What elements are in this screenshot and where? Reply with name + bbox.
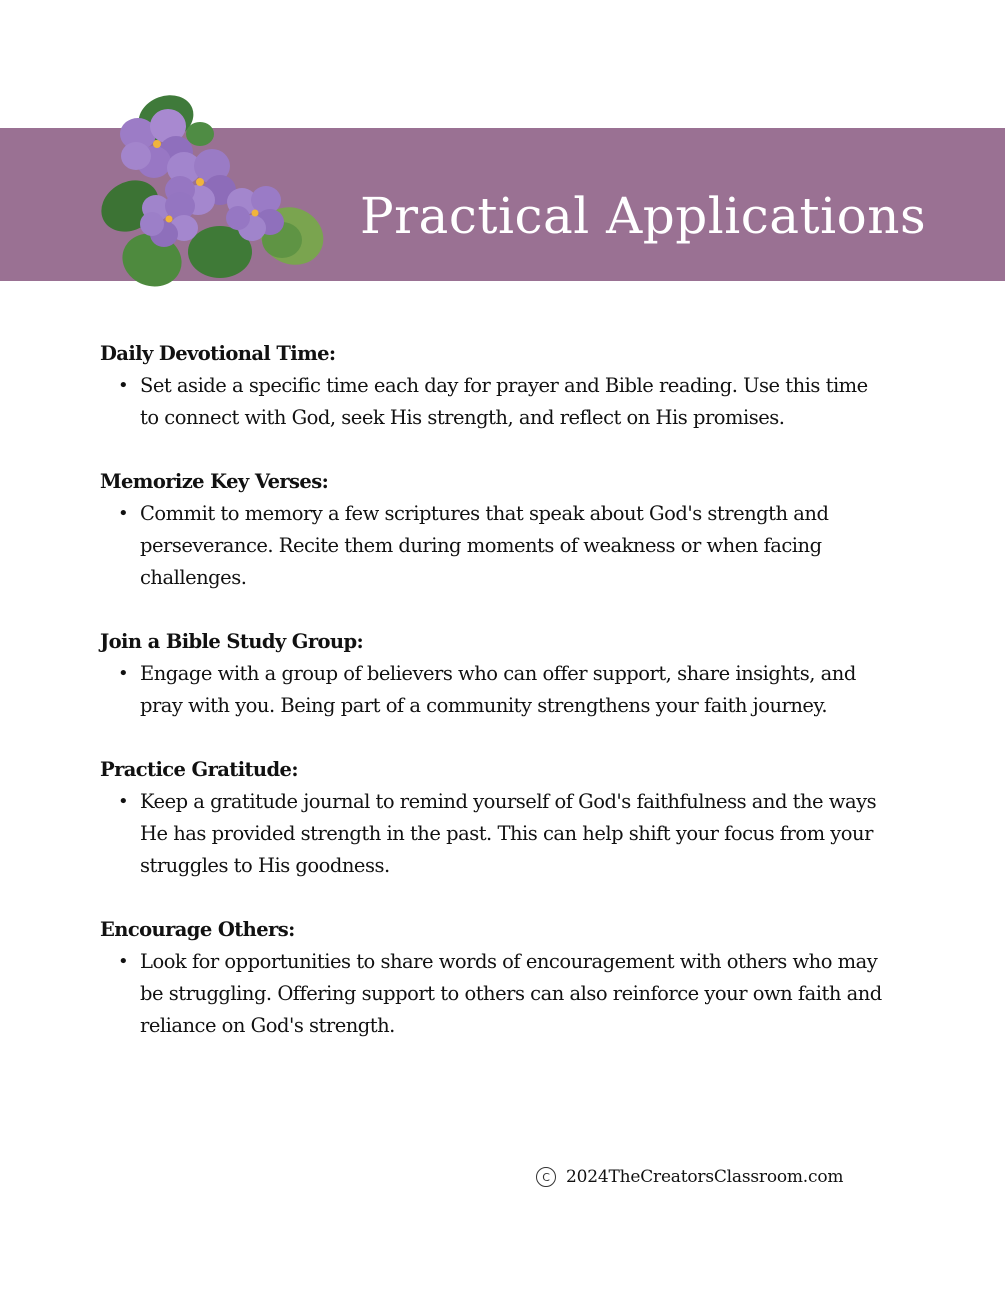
bullet-icon: • <box>118 951 129 972</box>
bullet-icon: • <box>118 375 129 396</box>
bullet-icon: • <box>118 503 129 524</box>
applications-list <box>100 338 890 1074</box>
bullet-icon: • <box>118 791 129 812</box>
copyright-icon: C <box>536 1167 556 1187</box>
page-title: Practical Applications <box>360 187 927 245</box>
section-daily-devotional <box>100 338 890 434</box>
section-practice-gratitude <box>100 754 890 882</box>
bullet-list <box>100 946 890 1042</box>
section-heading: Daily Devotional Time: <box>100 342 336 365</box>
bullet-item <box>118 658 890 722</box>
section-memorize-verses <box>100 466 890 594</box>
section-encourage-others <box>100 914 890 1042</box>
bullet-list <box>100 658 890 722</box>
bullet-text: Set aside a specific time each day for prayer and Bible reading. Use this time to connect with God, seek His strength, and reflect on His promises. <box>140 374 868 429</box>
bullet-text: Keep a gratitude journal to remind yourself of God's faithfulness and the ways He has provided strength in the past. This can help shift your focus from your struggles to His goodness. <box>140 790 877 877</box>
section-heading: Join a Bible Study Group: <box>100 630 364 653</box>
violet-flower-illustration <box>96 90 332 296</box>
section-heading: Memorize Key Verses: <box>100 470 329 493</box>
bullet-list <box>100 370 890 434</box>
bullet-text: Commit to memory a few scriptures that speak about God's strength and perseverance. Recite them during moments of weakness or when facing challenges. <box>140 502 829 589</box>
bullet-item <box>118 498 890 594</box>
section-heading: Practice Gratitude: <box>100 758 298 781</box>
bullet-icon: • <box>118 663 129 684</box>
section-bible-study-group <box>100 626 890 722</box>
bullet-text: Engage with a group of believers who can offer support, share insights, and pray with you. Being part of a community strengthens your faith journey. <box>140 662 856 717</box>
bullet-item <box>118 786 890 882</box>
bullet-list <box>100 498 890 594</box>
footer-text: 2024TheCreatorsClassroom.com <box>566 1167 844 1187</box>
copyright-footer <box>536 1162 843 1192</box>
bullet-text: Look for opportunities to share words of encouragement with others who may be struggling. Offering support to others can also reinforce your own faith and reliance on God's strength. <box>140 950 882 1037</box>
section-heading: Encourage Others: <box>100 918 295 941</box>
bullet-item <box>118 370 890 434</box>
bullet-item <box>118 946 890 1042</box>
bullet-list <box>100 786 890 882</box>
